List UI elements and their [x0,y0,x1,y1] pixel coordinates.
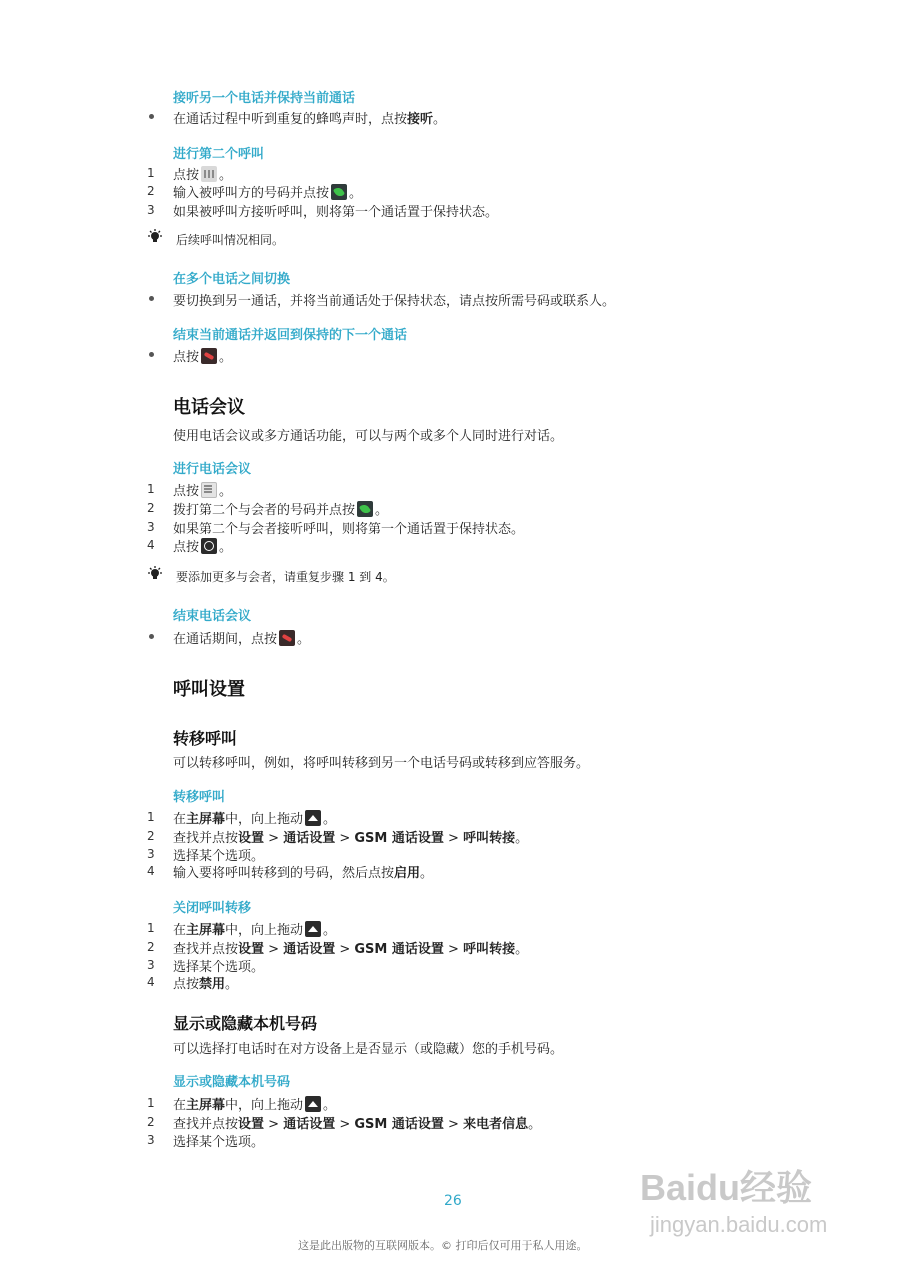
bold-term: 来电者信息 [463,1117,529,1132]
subheading-forward-calls: 转移呼叫 [173,790,226,805]
step-number: 1 [147,810,155,824]
text-segment: 在 [173,812,187,827]
tip-text: 后续呼叫情况相同。 [176,233,285,247]
conf-step-3: 如果第二个与会者接听呼叫，则将第一个通话置于保持状态。 [173,522,525,537]
bold-term: GSM 通话设置 [354,1117,444,1132]
text-segment: > [264,942,284,957]
text-segment: 点按 [173,540,200,555]
bold-term: GSM 通话设置 [354,942,444,957]
heading-call-forwarding: 转移呼叫 [173,729,238,748]
bullet-end-current-call [173,346,232,365]
bullet-switch-calls: 要切换到另一通话，并将当前通话处于保持状态，请点按所需号码或联系人。 [173,294,616,309]
text-segment: 。 [528,1117,542,1132]
disable-step-2 [173,938,528,957]
text-segment: 查找并点按 [173,1117,239,1132]
text-segment: 。 [323,812,337,827]
bullet-dot [149,634,154,639]
bold-term-disable: 禁用 [199,977,226,992]
text-segment: > [335,831,355,846]
step-number: 3 [147,203,155,217]
text-segment: 。 [420,866,434,881]
text-segment: 在通话期间，点按 [173,632,278,647]
step-number: 3 [147,1133,155,1147]
step-2 [173,182,362,201]
caller-id-step-2 [173,1113,541,1132]
bold-term: 呼叫转接 [463,942,516,957]
caller-id-description: 可以选择打电话时在对方设备上是否显示（或隐藏）您的手机号码。 [173,1042,564,1057]
step-number: 2 [147,829,155,843]
bold-term: 设置 [238,942,265,957]
forwarding-description: 可以转移呼叫，例如，将呼叫转移到另一个电话号码或转移到应答服务。 [173,756,590,771]
step-number: 2 [147,184,155,198]
step-number: 1 [147,1096,155,1110]
heading-caller-id: 显示或隐藏本机号码 [173,1014,318,1033]
text-segment: 拨打第二个与会者的号码并点按 [173,503,356,518]
page-number: 26 [444,1193,462,1209]
conference-description: 使用电话会议或多方通话功能，可以与两个或多个人同时进行对话。 [173,429,564,444]
call-icon [331,184,347,200]
bold-term: 设置 [238,1117,265,1132]
step-number: 2 [147,940,155,954]
text-segment: 。 [219,350,233,365]
text-segment: 在 [173,923,187,938]
step-number: 4 [147,975,155,989]
text-segment: 。 [219,540,233,555]
text-segment: > [443,831,464,846]
forward-step-4 [173,862,433,881]
text-segment: 点按 [173,350,200,365]
app-drawer-up-icon [305,921,321,937]
end-call-icon [201,348,217,364]
caller-id-step-1 [173,1094,336,1113]
forward-step-1 [173,808,336,827]
text-segment: 。 [375,503,389,518]
step-number: 1 [147,482,155,496]
text-segment: 。 [349,186,363,201]
subheading-second-call: 进行第二个呼叫 [173,147,265,162]
bullet-answer-second-call [173,108,446,127]
subheading-caller-id: 显示或隐藏本机号码 [173,1075,291,1090]
text-segment: 在 [173,1098,187,1113]
bold-term: 通话设置 [283,942,336,957]
end-call-icon [279,630,295,646]
tip-text: 要添加更多与会者，请重复步骤 1 到 4。 [176,570,395,584]
text-segment: > [443,942,464,957]
bullet-dot [149,114,154,119]
forward-step-2 [173,827,528,846]
step-number: 2 [147,501,155,515]
merge-calls-icon [201,538,217,554]
subheading-answer-second-call: 接听另一个电话并保持当前通话 [173,91,356,106]
text-segment: 中，向上拖动 [225,1098,304,1113]
text-segment: > [264,831,284,846]
text-segment: 输入被呼叫方的号码并点按 [173,186,330,201]
text-segment: 中，向上拖动 [225,923,304,938]
conf-step-4 [173,536,232,555]
app-drawer-up-icon [305,810,321,826]
baidu-watermark-url: jingyan.baidu.com [650,1212,828,1237]
call-icon [357,501,373,517]
bold-term: 呼叫转接 [463,831,516,846]
text-segment: > [335,1117,355,1132]
step-number: 1 [147,921,155,935]
text-segment: 。 [323,1098,337,1113]
forward-step-3: 选择某个选项。 [173,849,265,864]
step-number: 4 [147,538,155,552]
text-segment: > [264,1117,284,1132]
text-segment: 。 [225,977,239,992]
app-drawer-up-icon [305,1096,321,1112]
subheading-disable-forwarding: 关闭呼叫转移 [173,901,252,916]
text-segment: 。 [433,112,447,127]
lightbulb-tip-icon [147,229,163,245]
bold-term-home-screen: 主屏幕 [186,1098,226,1113]
text-segment: 点按 [173,977,200,992]
bold-term-answer: 接听 [407,112,434,127]
subheading-end-conference: 结束电话会议 [173,609,252,624]
step-number: 1 [147,166,155,180]
text-segment: 。 [323,923,337,938]
step-number: 3 [147,520,155,534]
text-segment: 在通话过程中听到重复的蜂鸣声时，点按 [173,112,408,127]
conf-step-2 [173,499,388,518]
bold-term: GSM 通话设置 [354,831,444,846]
text-segment: 点按 [173,168,200,183]
bold-term-enable: 启用 [394,866,421,881]
footer-notice: 这是此出版物的互联网版本。© 打印后仅可用于私人用途。 [298,1239,588,1252]
subheading-switch-calls: 在多个电话之间切换 [173,272,291,287]
bullet-dot [149,296,154,301]
bold-term-home-screen: 主屏幕 [186,923,226,938]
heading-call-settings: 呼叫设置 [173,679,245,700]
bold-term: 通话设置 [283,831,336,846]
text-segment: 。 [297,632,311,647]
dialpad-icon [201,166,217,182]
subheading-make-conference: 进行电话会议 [173,462,252,477]
conf-step-1 [173,480,232,499]
step-number: 2 [147,1115,155,1129]
text-segment: 。 [219,484,233,499]
text-segment: 点按 [173,484,200,499]
caller-id-step-3: 选择某个选项。 [173,1135,265,1150]
step-number: 3 [147,847,155,861]
baidu-watermark-logo: Baidu经验 [640,1167,813,1208]
subheading-end-current-call: 结束当前通话并返回到保持的下一个通话 [173,328,408,343]
text-segment: 查找并点按 [173,942,239,957]
text-segment: > [443,1117,464,1132]
bold-term: 通话设置 [283,1117,336,1132]
bullet-end-conference [173,628,310,647]
disable-step-3: 选择某个选项。 [173,960,265,975]
bold-term: 设置 [238,831,265,846]
text-segment: 。 [515,942,529,957]
step-3: 如果被呼叫方接听呼叫，则将第一个通话置于保持状态。 [173,205,499,220]
step-number: 4 [147,864,155,878]
text-segment: 。 [219,168,233,183]
text-segment: 输入要将呼叫转移到的号码，然后点按 [173,866,395,881]
text-segment: 查找并点按 [173,831,239,846]
text-segment: 中，向上拖动 [225,812,304,827]
step-1 [173,164,232,183]
text-segment: > [335,942,355,957]
disable-step-4 [173,973,238,992]
bold-term-home-screen: 主屏幕 [186,812,226,827]
step-number: 3 [147,958,155,972]
bullet-dot [149,352,154,357]
add-call-icon [201,482,217,498]
disable-step-1 [173,919,336,938]
lightbulb-tip-icon [147,566,163,582]
text-segment: 。 [515,831,529,846]
heading-conference-call: 电话会议 [173,397,245,418]
